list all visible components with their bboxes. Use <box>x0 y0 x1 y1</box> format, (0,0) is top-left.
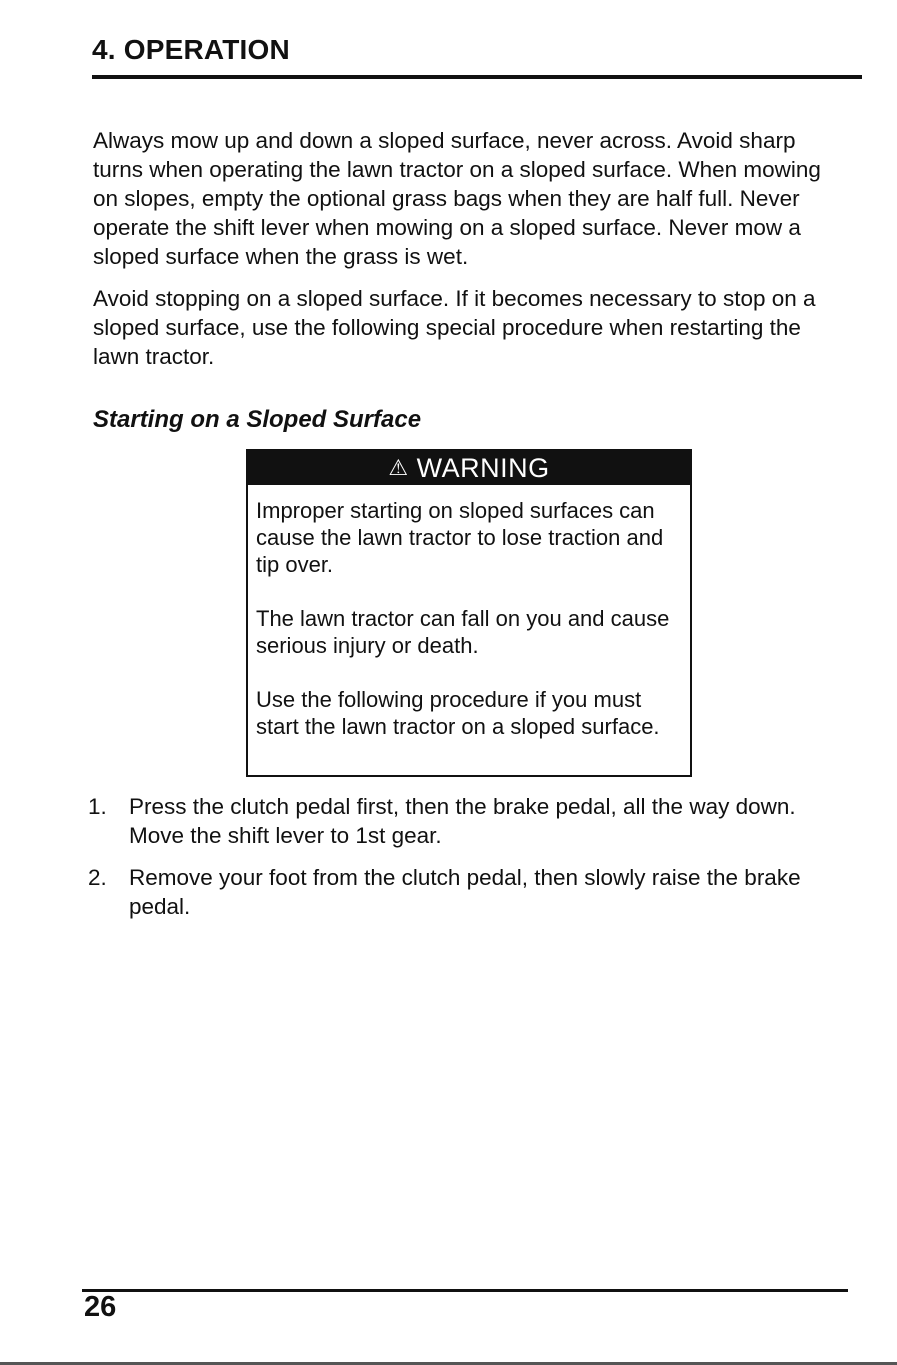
header-rule <box>92 75 862 79</box>
warning-paragraph: Improper starting on sloped surfaces can cause the lawn tractor to lose traction and tip over. <box>256 498 664 577</box>
warning-triangle-icon: ⚠ <box>388 455 409 480</box>
section-title: 4. OPERATION <box>92 34 290 65</box>
step-number: 1. <box>88 794 107 819</box>
warning-paragraph: Use the following procedure if you must start the lawn tractor on a sloped surface. <box>256 687 660 739</box>
step-text: Remove your foot from the clutch pedal, then slowly raise the brake pedal. <box>129 865 801 919</box>
warning-paragraph: The lawn tractor can fall on you and cause serious injury or death. <box>256 606 670 658</box>
step-text: Press the clutch pedal first, then the brake pedal, all the way down. Move the shift lever to 1st gear. <box>129 794 796 848</box>
page-number: 26 <box>84 1291 117 1323</box>
step-number: 2. <box>88 865 107 890</box>
footer-rule <box>82 1289 848 1292</box>
intro-paragraph: Always mow up and down a sloped surface, never across. Avoid sharp turns when operating the lawn tractor on a sloped surface. When mowing on slopes, empty the optional grass bags when they are half full. Never operate the shift lever when mowing on a sloped surface. Never mow a sloped surface when the grass is wet. <box>93 128 821 269</box>
procedure-step <box>88 792 828 850</box>
warning-box <box>246 449 692 777</box>
intro-paragraph: Avoid stopping on a sloped surface. If it becomes necessary to stop on a sloped surface, use the following special procedure when restarting the lawn tractor. <box>93 286 816 369</box>
section-heading: Starting on a Sloped Surface <box>93 406 422 433</box>
procedure-step <box>88 863 828 921</box>
warning-title: WARNING <box>416 453 550 483</box>
warning-header <box>248 451 690 485</box>
procedure-steps <box>88 792 828 934</box>
